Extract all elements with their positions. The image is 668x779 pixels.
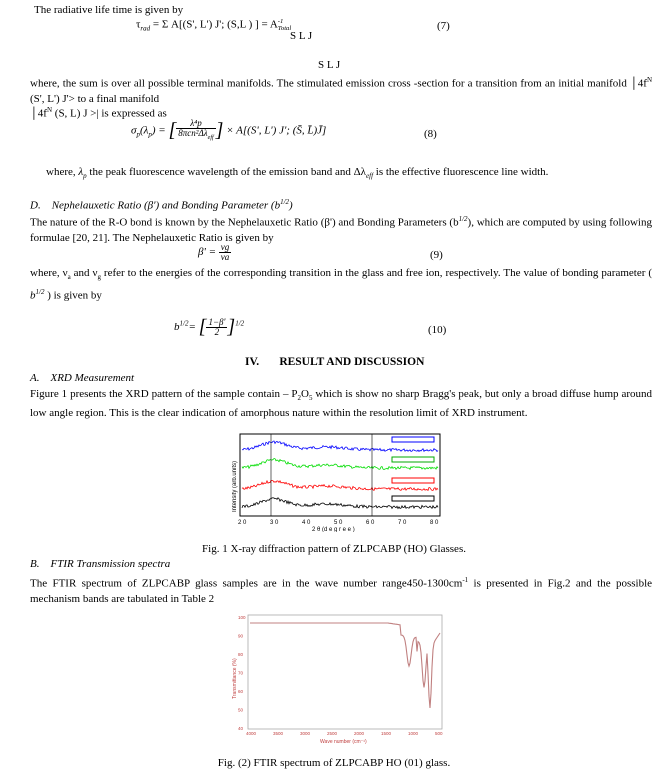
lambda-c: is the effective fluorescence line width. <box>375 166 549 178</box>
fig2-frame <box>248 615 442 729</box>
fig2-ytick: 90 <box>238 633 244 639</box>
where-nu-e: ) is given by <box>47 289 102 302</box>
eq7-sub: Total <box>277 25 292 32</box>
fig1-xticks <box>238 520 439 526</box>
lambda-b: the peak fluorescence wavelength of the emission band and Δλ <box>89 166 367 178</box>
ftir-a: The FTIR spectrum of ZLPCABP glass samples are in the wave number range450-1300cm <box>30 577 463 590</box>
fig2-xtick: 2500 <box>327 731 338 736</box>
paragraph-where-nu <box>30 266 652 304</box>
n-sup: N <box>646 76 652 84</box>
fig2-xtick: 3500 <box>273 731 284 736</box>
ftir-b: is presented in Fig.2 and the possible mechanism bands are tabulated in Table 2 <box>30 577 653 605</box>
eq8-lhs: σ <box>131 124 137 137</box>
section-b-title: FTIR Transmission spectra <box>50 558 171 570</box>
eq8-lam-sub: p <box>148 130 152 139</box>
fig2-xticks <box>246 731 443 736</box>
paragraph-where-sum <box>30 73 652 107</box>
section-d-sup: 1/2 <box>280 198 290 206</box>
fig2-xtick: 1000 <box>408 731 419 736</box>
fig2-xtick: 4000 <box>246 731 257 736</box>
section-d-label: D. <box>30 199 41 212</box>
xrd-b: which is show no sharp Bragg's peak, but only a broad diffuse hump around low angle region. This is the clear indication of amorphous nature within the resolution limit of XRD instrument. <box>30 388 652 420</box>
paragraph-lambda <box>46 166 548 180</box>
eq7-lhs-sub: rad <box>140 24 151 33</box>
section-a-heading <box>30 372 134 384</box>
section-heading-iv <box>245 356 424 368</box>
fig1-xlabel: 2 θ (d e g r e e ) <box>312 527 355 532</box>
n-sup-2: N <box>46 106 53 114</box>
eq9-number: (9) <box>430 249 443 261</box>
where-nu-b: and ν <box>70 267 98 279</box>
figure-2-ftir-plot <box>228 611 448 751</box>
figure-1-xrd-plot <box>232 432 444 532</box>
fig2-xlabel: Wave number (cm⁻¹) <box>320 739 367 745</box>
equation-10: $b^{1/2}=$ [ $\frac{1-\beta'}{2}$ ]$^{1/2}$ <box>174 316 245 338</box>
eq8-den-sub: eff <box>207 134 214 141</box>
fig1-xtick: 8 0 <box>430 520 439 526</box>
fig2-ytick: 100 <box>238 615 246 620</box>
fig2-ytick: 60 <box>238 689 244 694</box>
xrd-a: Figure 1 presents the XRD pattern of the sample contain – P <box>30 388 298 400</box>
nature-b: ), which are computed by using following formulae [20, 21]. The Nephelauxetic Ratio is given by <box>30 216 652 244</box>
section-a-title: XRD Measurement <box>50 372 135 384</box>
fig2-ytick: 80 <box>238 652 244 657</box>
fig1-xtick: 6 0 <box>366 520 375 526</box>
section-d-end: ) <box>289 199 293 212</box>
heading-iv-num: IV. <box>245 356 260 368</box>
eq7-lhs: τ <box>136 18 141 31</box>
where-nu-b-sym: b <box>30 289 36 302</box>
eq10-sup: 1/2 <box>235 319 245 328</box>
heading-iv-title: RESULT AND DISCUSSION <box>279 356 425 368</box>
xrd-o: O <box>301 388 309 400</box>
fig2-yticks <box>238 615 246 731</box>
fig1-xtick: 5 0 <box>334 520 343 526</box>
fig2-ytick: 50 <box>238 707 244 713</box>
paragraph-manifold <box>30 103 652 122</box>
section-b-heading <box>30 558 170 570</box>
fig2-ytick: 70 <box>238 670 244 676</box>
figure-1-caption: Fig. 1 X-ray diffraction pattern of ZLPCABP (HO) Glasses. <box>202 543 466 555</box>
fig1-xtick: 4 0 <box>302 520 311 526</box>
equation-9 <box>198 243 231 262</box>
manifold-text: │4f <box>30 107 47 120</box>
lambda-sym: λ <box>78 166 84 178</box>
lambda-sub: p <box>83 172 87 181</box>
where-nu-a: where, ν <box>30 267 68 279</box>
section-a-label: A. <box>30 372 40 384</box>
paragraph-nature <box>30 212 652 246</box>
fig1-xtick: 3 0 <box>270 520 279 526</box>
nu-g-sub: g <box>97 273 101 282</box>
eq8-den: 8πcn²Δλ <box>178 128 208 138</box>
eq10-lhs: b <box>174 321 180 334</box>
nature-a: The nature of the R-O bond is known by the Nephelauxetic Ratio (β') and Bonding Parameters (b <box>30 216 459 229</box>
figure-2-caption: Fig. (2) FTIR spectrum of ZLPCABP HO (01) glass. <box>217 757 451 769</box>
eq7-eq: = Σ <box>152 18 169 31</box>
eq10-den: 2 <box>214 327 220 337</box>
eq8-tail: × A[(S', L') J'; (S̄, L̄)J̄] <box>226 124 327 137</box>
section-b-label: B. <box>30 558 40 570</box>
eq8-number: (8) <box>424 128 437 140</box>
eq9-num: νg <box>220 242 230 252</box>
fig2-xtick: 500 <box>435 731 443 736</box>
where-sum-text: where, the sum is over all possible terminal manifolds. The stimulated emission cross -section for a transition from an initial manifold │4f <box>30 77 647 90</box>
eq7-number: (7) <box>437 20 450 32</box>
fig1-ylabel: Intensity (arb.units) <box>232 460 238 512</box>
eq10-eq: = <box>188 321 196 334</box>
fig2-xtick: 3000 <box>300 731 311 736</box>
eq7-below: S L J <box>290 30 313 42</box>
intro-line: The radiative life time is given by <box>34 4 184 16</box>
section-d-heading <box>30 198 293 212</box>
eq8-num: λ⁴p <box>176 119 215 129</box>
eq10-num: 1−β' <box>208 317 226 327</box>
eq10-number: (10) <box>428 324 447 336</box>
equation-8: $\sigma_p(\lambda_p)$ = [ $\frac{\text{λ⁴p}}{8\pi cn^2\Delta\lambda_{eff}}$ ] × A[(S', L') J'; (S̄, L̄)J̄] <box>131 118 327 142</box>
fig2-xtick: 2000 <box>354 731 365 736</box>
eq7-body: A[(S', L') J'; (S,L ) ] = A <box>171 18 278 31</box>
where-sum-text-b: (S', L') J'> to a final manifold <box>30 92 160 105</box>
fig1-xtick: 7 0 <box>398 520 407 526</box>
xrd-sub1: 2 <box>297 394 302 403</box>
nature-sup: 1/2 <box>458 215 468 223</box>
slj-line: S L J <box>318 59 341 71</box>
paragraph-ftir <box>30 573 652 607</box>
eq9-den: νa <box>220 252 230 262</box>
ftir-sup: -1 <box>462 576 469 584</box>
section-d-title: Nephelauxetic Ratio (β') and Bonding Parameter (b <box>51 199 281 212</box>
nu-a-sub: a <box>67 273 71 282</box>
fig2-ytick: 40 <box>238 726 244 731</box>
where-nu-sup: 1/2 <box>35 288 45 297</box>
xrd-sub2: 5 <box>308 394 313 403</box>
fig1-xtick: 2 0 <box>238 520 247 526</box>
eq8-lam: λ <box>143 124 149 137</box>
eq9-lhs: β' = <box>198 246 217 259</box>
eq8-lhs-sub: p <box>136 130 140 139</box>
eq10-lhs-sup: 1/2 <box>179 319 189 328</box>
fig1-frame <box>240 434 440 516</box>
fig2-ylabel: Transmittance (%) <box>232 658 238 699</box>
lambda-eff-sub: eff <box>366 172 374 181</box>
manifold-text-b: (S, L) J >| is expressed as <box>54 107 167 120</box>
paragraph-xrd <box>30 387 652 421</box>
eq7-sup: -1 <box>277 18 284 25</box>
equation-7 <box>136 18 291 33</box>
fig2-xtick: 1500 <box>381 731 392 736</box>
where-nu-c: refer to the energies of the corresponding transition in the glass and free ion, respectively. The value of bonding parameter ( <box>100 267 652 279</box>
lambda-a: where, <box>46 166 76 178</box>
